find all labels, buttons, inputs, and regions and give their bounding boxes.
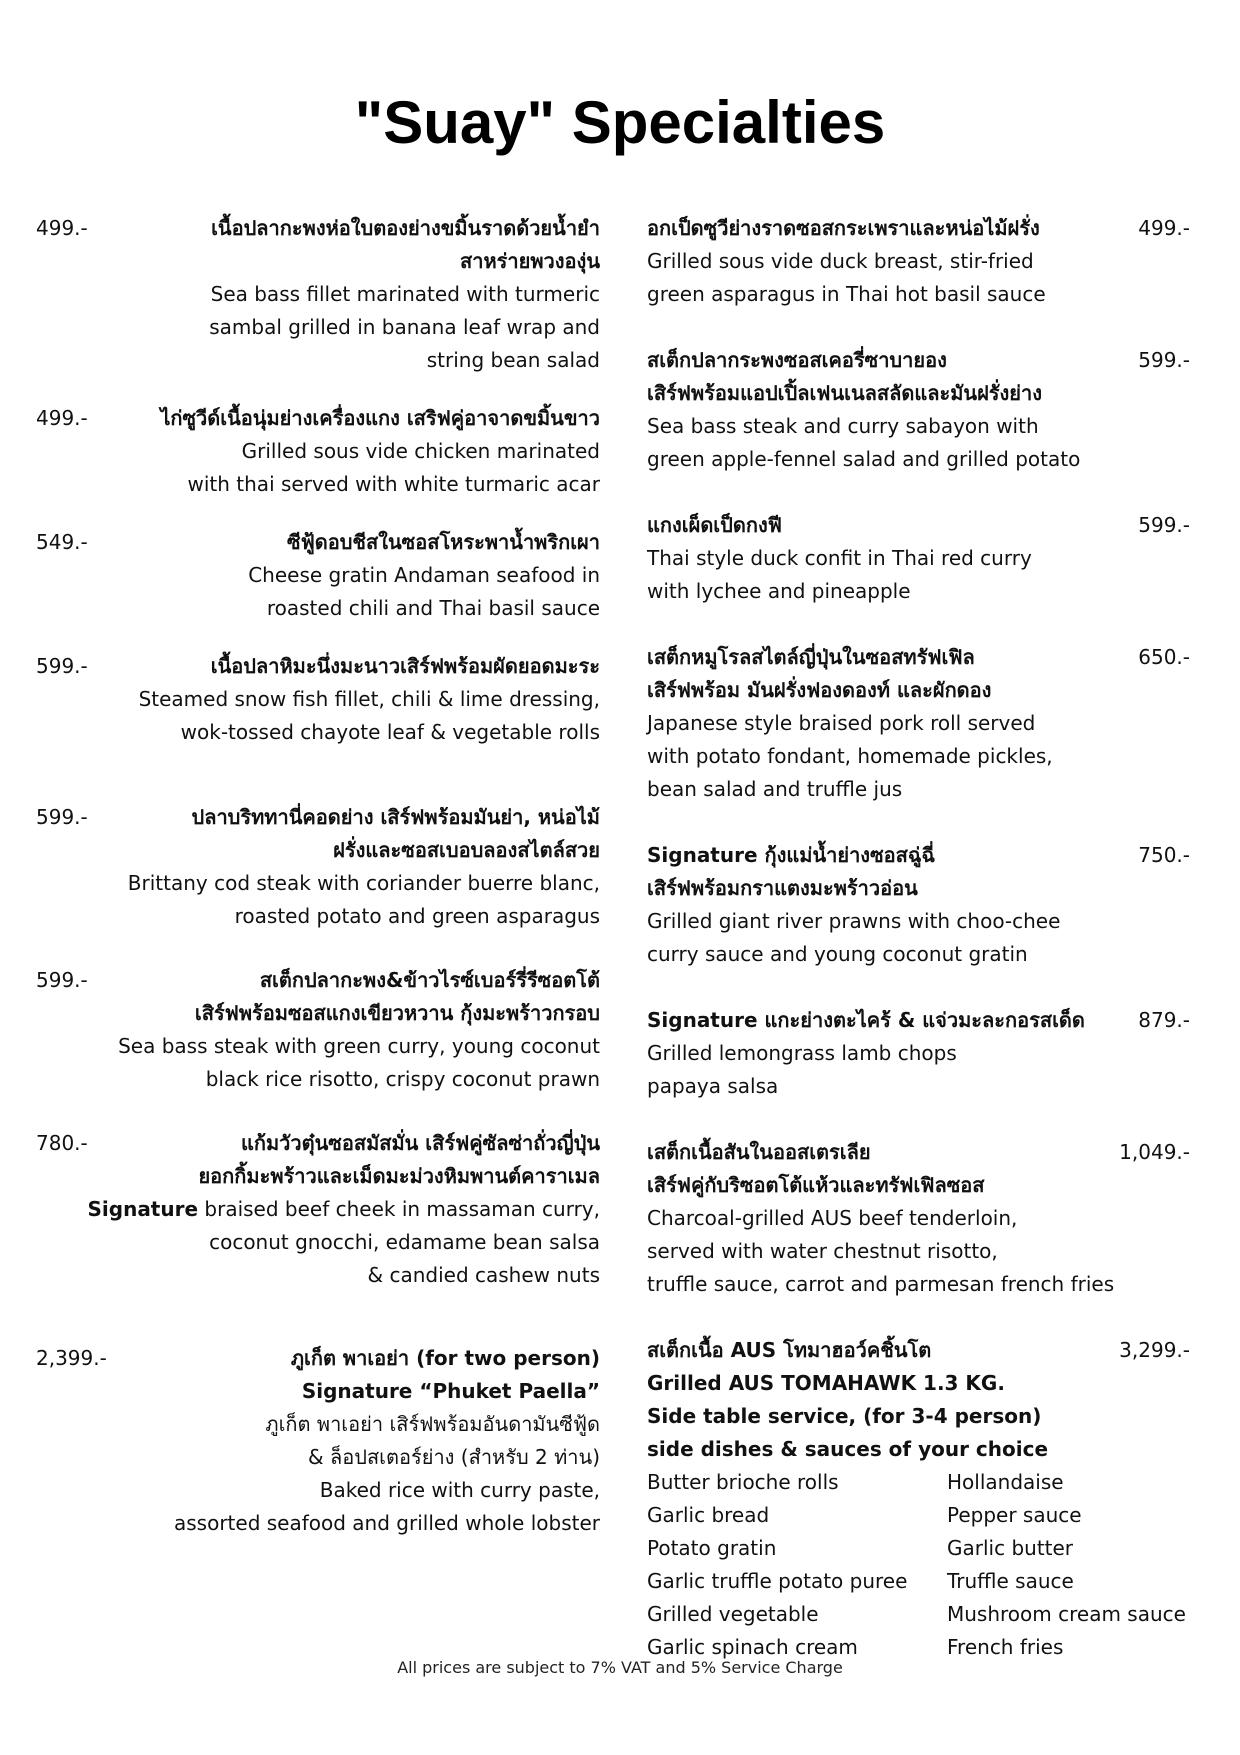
menu-item [30, 801, 600, 933]
english-description: curry sauce and young coconut gratin [647, 942, 1028, 966]
thai-name: สเต็กปลากระพงซอสเคอรี่ซาบายอง [647, 348, 947, 372]
item-price: 599.- [36, 805, 88, 829]
english-description: Brittany cod steak with coriander buerre blanc, [127, 871, 600, 895]
right-menu-column [647, 212, 1200, 1664]
menu-item [647, 1136, 1200, 1301]
item-price: 2,399.- [36, 1346, 107, 1370]
english-description: string bean salad [426, 348, 600, 372]
side-dish: Potato gratin [647, 1536, 777, 1560]
thai-name: ยอกกิ้มะพร้าวและเม็ดมะม่วงหิมพานต์คาราเมล [198, 1164, 600, 1188]
price-disclaimer: All prices are subject to 7% VAT and 5% Service Charge [397, 1658, 843, 1677]
thai-name: แก้มวัวตุ๋นซอสมัสมั่น เสิร์ฟคู่ซัลซ่าถั่วญี่ปุ่น [240, 1131, 600, 1155]
menu-item [30, 650, 600, 749]
english-description: wok-tossed chayote leaf & vegetable rolls [180, 720, 600, 744]
thai-name: ปลาบริททานี่คอดย่าง เสิร์ฟพร้อมมันย่า, หน่อไม้ [191, 805, 600, 829]
english-description: Grilled sous vide duck breast, stir-fried [647, 249, 1034, 273]
thai-name: เสิร์ฟพร้อมกราแตงมะพร้าวอ่อน [647, 876, 918, 900]
english-description: & ล็อปสเตอร์ย่าง (สำหรับ 2 ท่าน) [308, 1445, 600, 1469]
side-dish: Garlic truffle potato puree [647, 1569, 908, 1593]
english-description: served with water chestnut risotto, [647, 1239, 998, 1263]
thai-name: เสต็กหมูโรลสไตล์ญี่ปุ่นในซอสทรัฟเฟิล [647, 645, 975, 669]
sauce: Truffle sauce [947, 1569, 1074, 1593]
english-name: Grilled AUS TOMAHAWK 1.3 KG. [647, 1371, 1005, 1395]
english-description: with potato fondant, homemade pickles, [647, 744, 1053, 768]
menu-item [30, 526, 600, 625]
thai-name: ฝรั่งและซอสเบอบลองสไตล์สวย [333, 838, 600, 862]
thai-name: Signature “Phuket Paella” [301, 1379, 600, 1403]
sauce: French fries [947, 1635, 1064, 1659]
item-price: 599.- [1138, 348, 1190, 372]
side-dish: Grilled vegetable [647, 1602, 819, 1626]
item-price: 599.- [36, 654, 88, 678]
thai-name: Signature กุ้งแม่น้ำย่างซอสฉู่ฉี่ [647, 843, 936, 867]
item-price: 650.- [1138, 645, 1190, 669]
menu-item [30, 402, 600, 501]
thai-name: Signature แกะย่างตะไคร้ & แจ่วมะละกอรสเด็ด [647, 1008, 1085, 1032]
thai-name: เสิร์ฟพร้อมซอสแกงเขียวหวาน กุ้งมะพร้าวกรอบ [194, 1001, 600, 1025]
english-description [30, 1193, 600, 1226]
english-description: roasted potato and green asparagus [234, 904, 600, 928]
thai-name: ซีฟู้ดอบชีสในซอสโหระพาน้ำพริกเผา [287, 530, 600, 554]
thai-name: สเต็กปลากะพง&ข้าวไรซ์เบอร์รี่รีซอตโต้ [259, 968, 600, 992]
english-description: Charcoal-grilled AUS beef tenderloin, [647, 1206, 1018, 1230]
menu-item [647, 212, 1200, 311]
english-description: Sea bass steak and curry sabayon with [647, 414, 1039, 438]
english-description: papaya salsa [647, 1074, 779, 1098]
menu-item [647, 509, 1200, 608]
english-description: bean salad and truffle jus [647, 777, 903, 801]
sauce: Hollandaise [947, 1470, 1064, 1494]
thai-name: เนื้อปลาหิมะนึ่งมะนาวเสิร์ฟพร้อมผัดยอดมะระ [210, 654, 600, 678]
item-price: 499.- [36, 216, 88, 240]
item-price: 549.- [36, 530, 88, 554]
menu-item [647, 1004, 1200, 1103]
menu-item [30, 1127, 600, 1292]
menu-item [647, 641, 1200, 806]
english-description: Grilled sous vide chicken marinated [241, 439, 600, 463]
thai-name: เสต็กเนื้อสันในออสเตรเลีย [647, 1140, 871, 1164]
side-dish: Garlic bread [647, 1503, 770, 1527]
thai-name: ภูเก็ต พาเอย่า (for two person) [290, 1346, 600, 1370]
english-description: Sea bass steak with green curry, young coconut [118, 1034, 600, 1058]
english-description: Steamed snow fish fillet, chili & lime dressing, [138, 687, 600, 711]
side-dish: Butter brioche rolls [647, 1470, 839, 1494]
english-description: assorted seafood and grilled whole lobster [174, 1511, 600, 1535]
item-price: 3,299.- [1119, 1338, 1190, 1362]
english-description: Sea bass fillet marinated with turmeric [210, 282, 600, 306]
item-price: 750.- [1138, 843, 1190, 867]
item-price: 499.- [1138, 216, 1190, 240]
english-description: roasted chili and Thai basil sauce [266, 596, 600, 620]
english-description: Cheese gratin Andaman seafood in [248, 563, 600, 587]
menu-item [30, 964, 600, 1096]
item-price: 1,049.- [1119, 1140, 1190, 1164]
thai-name: แกงเผ็ดเป็ดกงฟี [647, 513, 782, 537]
english-description: sambal grilled in banana leaf wrap and [209, 315, 600, 339]
english-description: & candied cashew nuts [367, 1263, 600, 1287]
sides-and-sauces-list [647, 1466, 1200, 1664]
english-description: coconut gnocchi, edamame bean salsa [209, 1230, 600, 1254]
english-description: Japanese style braised pork roll served [647, 711, 1036, 735]
item-price: 780.- [36, 1131, 88, 1155]
english-description: with thai served with white turmaric acar [187, 472, 600, 496]
thai-name: อกเป็ดซูวีย่างราดซอสกระเพราและหน่อไม้ฝรั่ง [647, 216, 1040, 240]
thai-name: เสิร์ฟพร้อม มันฝรั่งฟองดองท์ และผักดอง [647, 678, 992, 702]
english-description: with lychee and pineapple [647, 579, 911, 603]
english-description: Thai style duck confit in Thai red curry [647, 546, 1032, 570]
thai-name: เสิร์ฟพร้อมแอปเปิ้ลเฟนเนลสลัดและมันฝรั่งย่าง [647, 381, 1043, 405]
thai-name: เนื้อปลากะพงห่อใบตองย่างขมิ้นราดด้วยน้ำยำ [211, 216, 600, 240]
english-description: ภูเก็ต พาเอย่า เสิร์ฟพร้อมอันดามันซีฟู้ด [265, 1412, 600, 1436]
menu-item [30, 212, 600, 377]
item-price: 599.- [36, 968, 88, 992]
sauce: Pepper sauce [947, 1503, 1082, 1527]
menu-item [647, 344, 1200, 476]
choice-note: side dishes & sauces of your choice [647, 1437, 1049, 1461]
service-note: Side table service, (for 3-4 person) [647, 1404, 1042, 1428]
menu-item [30, 1342, 600, 1540]
item-price: 879.- [1138, 1008, 1190, 1032]
menu-item [647, 1334, 1200, 1664]
left-menu-column [30, 212, 600, 1540]
thai-name: สเต็กเนื้อ AUS โทมาฮอว์คชิ้นโต [647, 1338, 932, 1362]
english-description: truffle sauce, carrot and parmesan french fries [647, 1272, 1115, 1296]
menu-item [647, 839, 1200, 971]
menu-title: "Suay" Specialties [354, 89, 886, 156]
thai-name: ไก่ซูวีด์เนื้อนุ่มย่างเครื่องแกง เสริฟคู่อาจาดขมิ้นขาว [160, 406, 600, 430]
signature-label: Signature [87, 1197, 199, 1221]
english-description: Baked rice with curry paste, [319, 1478, 600, 1502]
english-description-text: braised beef cheek in massaman curry, [204, 1197, 600, 1221]
english-description: green asparagus in Thai hot basil sauce [647, 282, 1046, 306]
english-description: Grilled giant river prawns with choo-chee [647, 909, 1061, 933]
item-price: 499.- [36, 406, 88, 430]
thai-name: สาหร่ายพวงองุ่น [460, 249, 600, 273]
sauce: Garlic butter [947, 1536, 1074, 1560]
english-description: Grilled lemongrass lamb chops [647, 1041, 957, 1065]
side-dish: Garlic spinach cream [647, 1635, 858, 1659]
item-price: 599.- [1138, 513, 1190, 537]
sauce: Mushroom cream sauce [947, 1602, 1186, 1626]
thai-name: เสิร์ฟคู่กับริซอตโต้แห้วและทรัฟเฟิลซอส [647, 1173, 985, 1197]
english-description: black rice risotto, crispy coconut prawn [205, 1067, 600, 1091]
english-description: green apple-fennel salad and grilled potato [647, 447, 1081, 471]
